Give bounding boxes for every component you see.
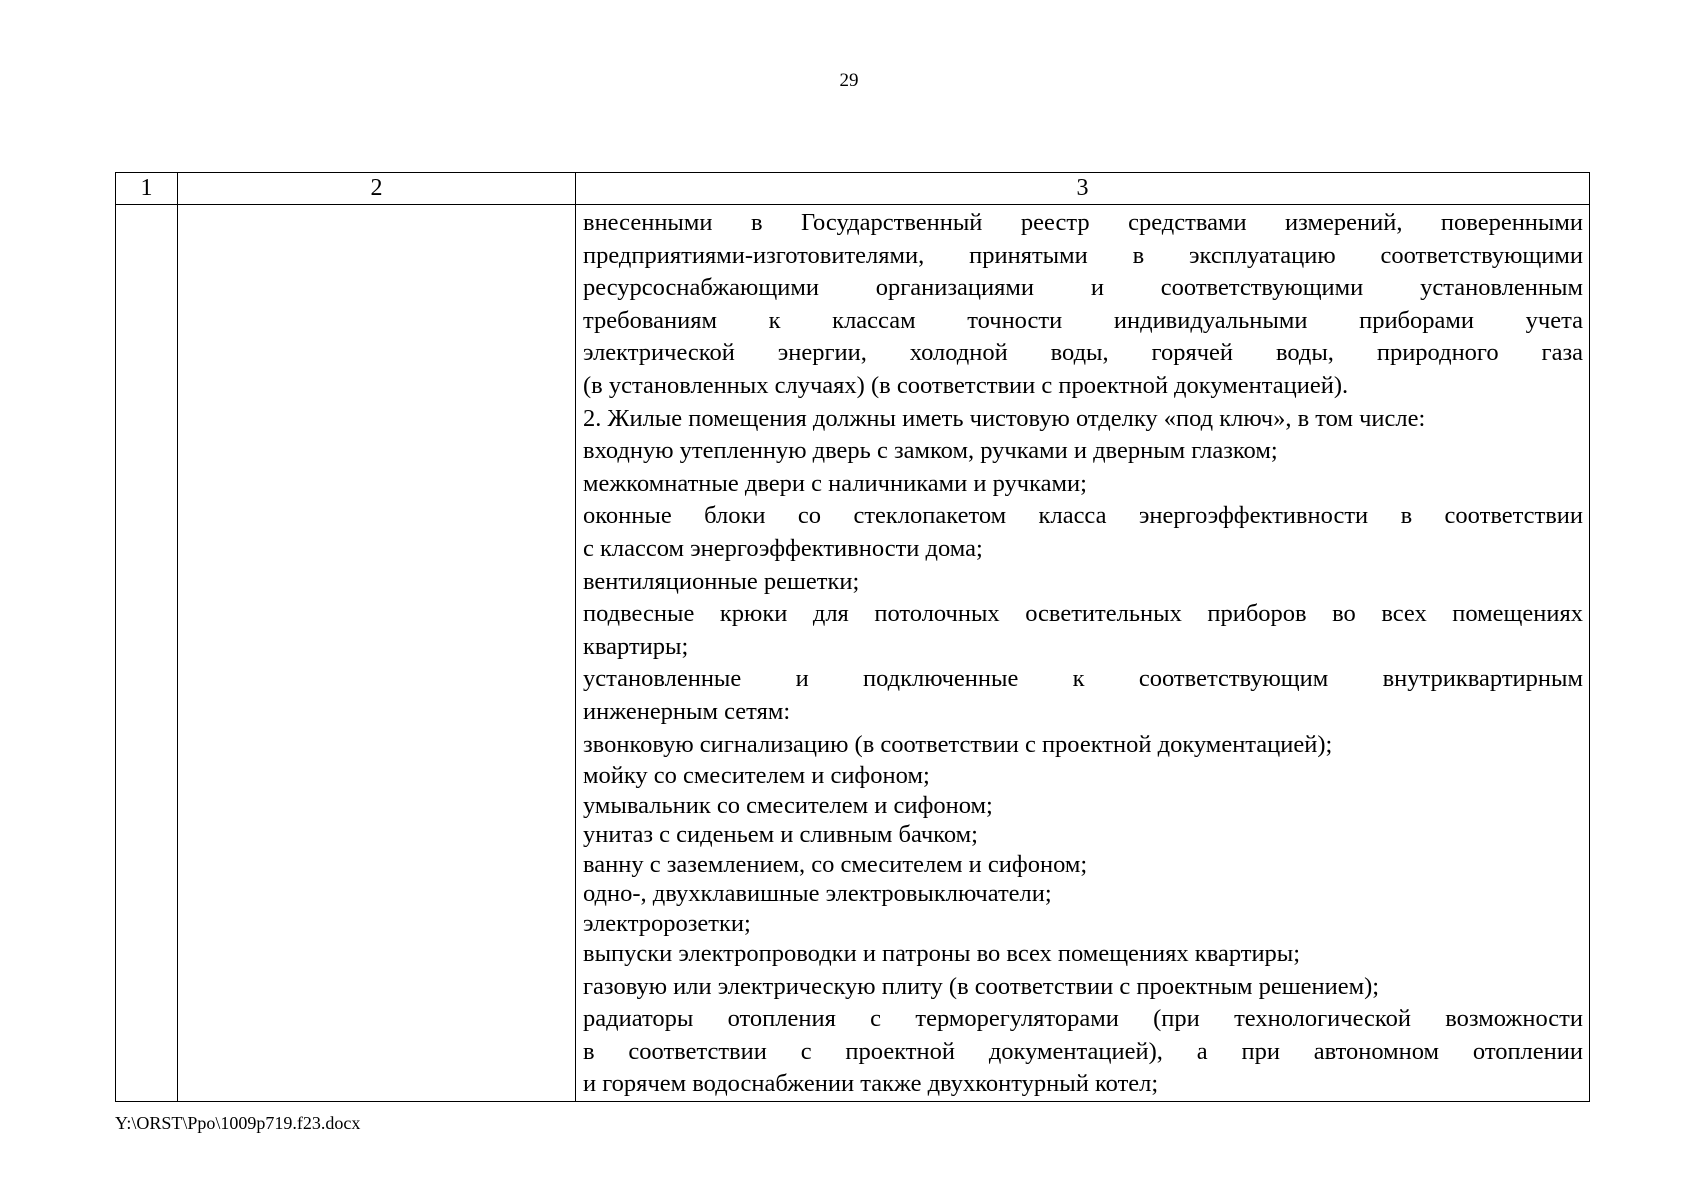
- footer-file-path: Y:\ORST\Ppo\1009p719.f23.docx: [115, 1113, 361, 1133]
- text-line: электрической энергии, холодной воды, горячей воды, природного газа: [583, 339, 1583, 367]
- text-line: электророзетки;: [583, 909, 751, 937]
- text-line: 2. Жилые помещения должны иметь чистовую отделку «под ключ», в том числе:: [583, 404, 1426, 432]
- cell-col-1: [116, 205, 178, 1102]
- header-col-2: 2: [178, 173, 576, 205]
- text-line: квартиры;: [583, 632, 689, 660]
- text-line: вентиляционные решетки;: [583, 567, 860, 595]
- document-table: [115, 172, 1590, 1102]
- text-line: оконные блоки со стеклопакетом класса энергоэффективности в соответствии: [583, 502, 1583, 530]
- text-line: внесенными в Государственный реестр средствами измерений, поверенными: [583, 209, 1583, 236]
- text-line: ресурсоснабжающими организациями и соответствующими установленным: [583, 274, 1583, 302]
- text-line: мойку со смесителем и сифоном;: [583, 762, 930, 790]
- text-line: и горячем водоснабжении также двухконтурный котел;: [583, 1070, 1159, 1098]
- text-line: радиаторы отопления с терморегуляторами (при технологической возможности: [583, 1005, 1583, 1033]
- text-line: газовую или электрическую плиту (в соответствии с проектным решением);: [583, 972, 1380, 1000]
- text-line: межкомнатные двери с наличниками и ручками;: [583, 469, 1087, 497]
- text-line: ванну с заземлением, со смесителем и сифоном;: [583, 850, 1088, 878]
- table-row: [116, 205, 1590, 1102]
- text-line: одно-, двухклавишные электровыключатели;: [583, 880, 1052, 908]
- text-line: умывальник со смесителем и сифоном;: [583, 791, 993, 819]
- text-line: требованиям к классам точности индивидуальными приборами учета: [583, 306, 1583, 334]
- table-header-row: [116, 173, 1590, 205]
- text-line: звонковую сигнализацию (в соответствии с проектной документацией);: [583, 730, 1333, 758]
- text-line: унитаз с сиденьем и сливным бачком;: [583, 821, 978, 849]
- text-line: выпуски электропроводки и патроны во всех помещениях квартиры;: [583, 940, 1301, 968]
- page-number: 29: [839, 70, 859, 91]
- header-col-3: 3: [576, 173, 1590, 205]
- text-line: входную утепленную дверь с замком, ручками и дверным глазком;: [583, 437, 1278, 465]
- cell-col-2: [178, 205, 576, 1102]
- cell-col-3: [576, 205, 1590, 1102]
- text-line: с классом энергоэффективности дома;: [583, 534, 983, 562]
- text-line: подвесные крюки для потолочных осветительных приборов во всех помещениях: [583, 600, 1583, 628]
- text-line: установленные и подключенные к соответствующим внутриквартирным: [583, 665, 1583, 693]
- header-col-1: 1: [116, 173, 178, 205]
- text-line: инженерным сетям:: [583, 697, 791, 725]
- text-line: в соответствии с проектной документацией), а при автономном отоплении: [583, 1037, 1583, 1065]
- text-line: (в установленных случаях) (в соответствии с проектной документацией).: [583, 371, 1349, 399]
- text-line: предприятиями-изготовителями, принятыми в эксплуатацию соответствующими: [583, 241, 1583, 269]
